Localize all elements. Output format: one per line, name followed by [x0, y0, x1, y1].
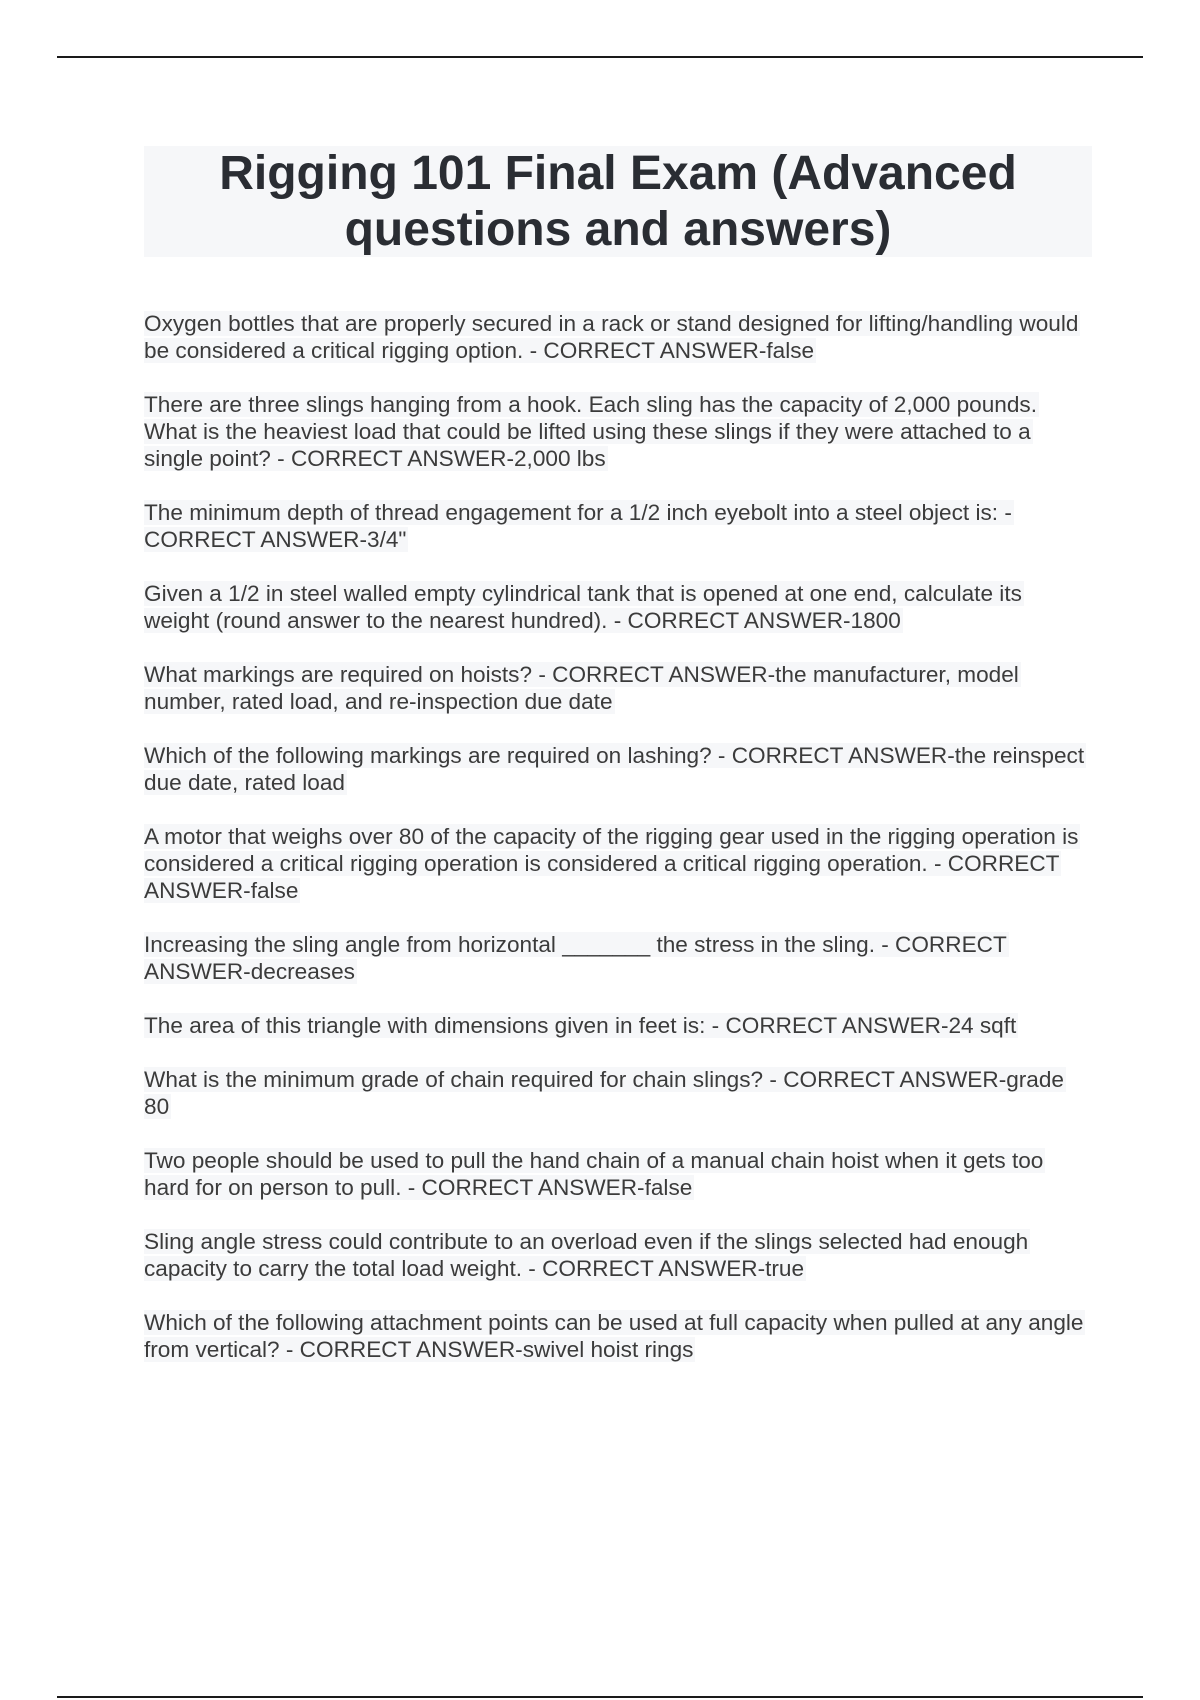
qa-list: [144, 310, 1092, 1390]
qa-text: Sling angle stress could contribute to an overload even if the slings selected had enough capacity to carry the total load weight. - CORRECT ANSWER-true: [144, 1229, 1029, 1281]
qa-item: [144, 661, 1092, 715]
qa-text: The minimum depth of thread engagement for a 1/2 inch eyebolt into a steel object is: - CORRECT ANSWER-3/4": [144, 500, 1012, 552]
qa-text: Two people should be used to pull the hand chain of a manual chain hoist when it gets too hard for on person to pull. - CORRECT ANSWER-false: [144, 1148, 1044, 1200]
qa-item: [144, 1066, 1092, 1120]
header-rule: [57, 56, 1143, 58]
qa-item: [144, 742, 1092, 796]
qa-item: [144, 1309, 1092, 1363]
qa-item: [144, 310, 1092, 364]
footer-rule: [57, 1696, 1143, 1698]
qa-text: Given a 1/2 in steel walled empty cylindrical tank that is opened at one end, calculate its weight (round answer to the nearest hundred). - CORRECT ANSWER-1800: [144, 581, 1022, 633]
qa-text: Which of the following attachment points can be used at full capacity when pulled at any angle from vertical? - CORRECT ANSWER-swivel hoist rings: [144, 1310, 1084, 1362]
qa-item: [144, 1228, 1092, 1282]
qa-text: What markings are required on hoists? - CORRECT ANSWER-the manufacturer, model number, rated load, and re-inspection due date: [144, 662, 1019, 714]
qa-text: The area of this triangle with dimensions given in feet is: - CORRECT ANSWER-24 sqft: [144, 1013, 1017, 1038]
qa-item: [144, 391, 1092, 472]
qa-text: There are three slings hanging from a hook. Each sling has the capacity of 2,000 pounds. What is the heaviest load that could be lifted using these slings if they were attached to a single point? - CORRECT ANSWER-2,000 lbs: [144, 392, 1038, 471]
qa-item: [144, 823, 1092, 904]
qa-item: [144, 499, 1092, 553]
qa-text: Oxygen bottles that are properly secured in a rack or stand designed for lifting/handling would be considered a critical rigging option. - CORRECT ANSWER-false: [144, 311, 1079, 363]
title-banner: [144, 146, 1092, 257]
qa-item: [144, 580, 1092, 634]
qa-item: [144, 1147, 1092, 1201]
qa-text: Increasing the sling angle from horizontal _______ the stress in the sling. - CORRECT ANSWER-decreases: [144, 932, 1007, 984]
qa-text: Which of the following markings are required on lashing? - CORRECT ANSWER-the reinspect due date, rated load: [144, 743, 1085, 795]
qa-item: [144, 1012, 1092, 1039]
qa-text: A motor that weighs over 80 of the capacity of the rigging gear used in the rigging operation is considered a critical rigging operation is considered a critical rigging operation. - CORRECT ANSWER-false: [144, 824, 1079, 903]
document-title: Rigging 101 Final Exam (Advanced questions and answers): [219, 146, 1017, 256]
qa-item: [144, 931, 1092, 985]
qa-text: What is the minimum grade of chain required for chain slings? - CORRECT ANSWER-grade 80: [144, 1067, 1064, 1119]
